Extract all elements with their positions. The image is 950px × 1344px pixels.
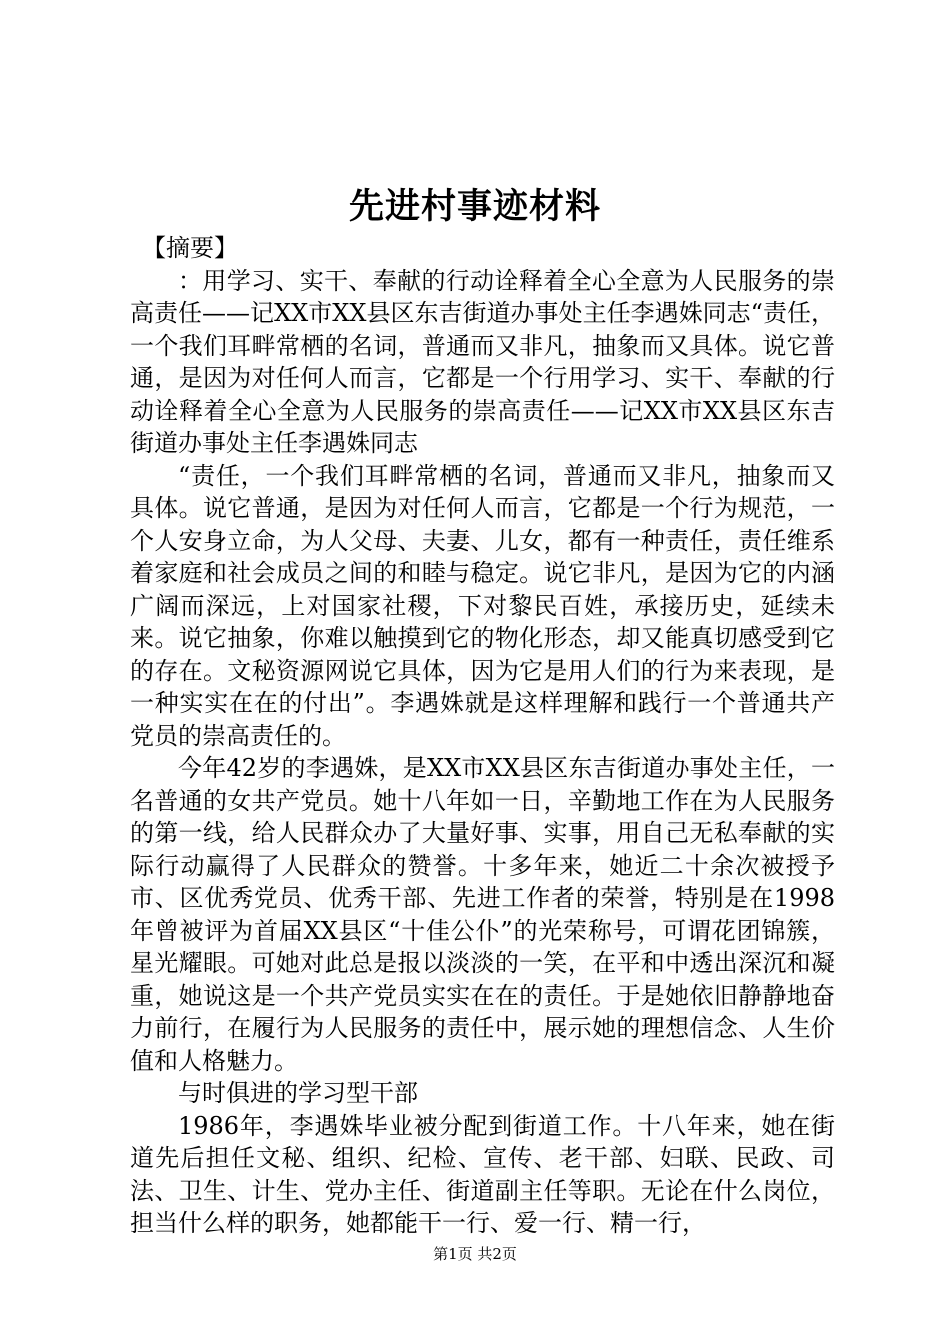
- paragraph-career: 1986年，李遇姝毕业被分配到街道工作。十八年来，她在街道先后担任文秘、组织、纪检、宣传、老干部、妇联、民政、司法、卫生、计生、党办主任、街道副主任等职。无论在什么岗位，担当什么样的职务，她都能干一行、爱一行、精一行，: [130, 1111, 835, 1237]
- document-body: [130, 232, 835, 1240]
- document-title: 先进村事迹材料: [348, 186, 601, 227]
- section-heading: 与时俱进的学习型干部: [178, 1079, 418, 1107]
- page-footer: 第1页 共2页: [433, 1245, 517, 1263]
- paragraph-responsibility: “责任，一个我们耳畔常栖的名词，普通而又非凡，抽象而又具体。说它普通，是因为对任何人而言，它都是一个行为规范，一个人安身立命，为人父母、夫妻、儿女，都有一种责任，责任维系着家庭和社会成员之间的和睦与稳定。说它非凡，是因为它的内涵广阔而深远，上对国家社稷，下对黎民百姓，承接历史，延续未来。说它抽象，你难以触摸到它的物化形态，却又能真切感受到它的存在。文秘资源网说它具体，因为它是用人们的行为来表现，是一种实实在在的付出”。李遇姝就是这样理解和践行一个普通共产党员的崇高责任的。: [130, 461, 835, 750]
- paragraph-abstract: ：用学习、实干、奉献的行动诠释着全心全意为人民服务的崇高责任——记XX市XX县区东吉街道办事处主任李遇姝同志“责任，一个我们耳畔常栖的名词，普通而又非凡，抽象而又具体。说它普通，是因为对任何人而言，它都是一个行用学习、实干、奉献的行动诠释着全心全意为人民服务的崇高责任——记XX市XX县区东吉街道办事处主任李遇姝同志: [130, 266, 835, 457]
- paragraph-profile: 今年42岁的李遇姝，是XX市XX县区东吉街道办事处主任，一名普通的女共产党员。她十八年如一日，辛勤地工作在为人民服务的第一线，给人民群众办了大量好事、实事，用自己无私奉献的实际行动赢得了人民群众的赞誉。十多年来，她近二十余次被授予市、区优秀党员、优秀干部、先进工作者的荣誉，特别是在1998年曾被评为首届XX县区“十佳公仆”的光荣称号，可谓花团锦簇，星光耀眼。可她对此总是报以淡淡的一笑，在平和中透出深沉和凝重，她说这是一个共产党员实实在在的责任。于是她依旧静静地奋力前行，在履行为人民服务的责任中，展示她的理想信念、人生价值和人格魅力。: [130, 754, 835, 1075]
- abstract-label: 【摘要】: [142, 234, 238, 262]
